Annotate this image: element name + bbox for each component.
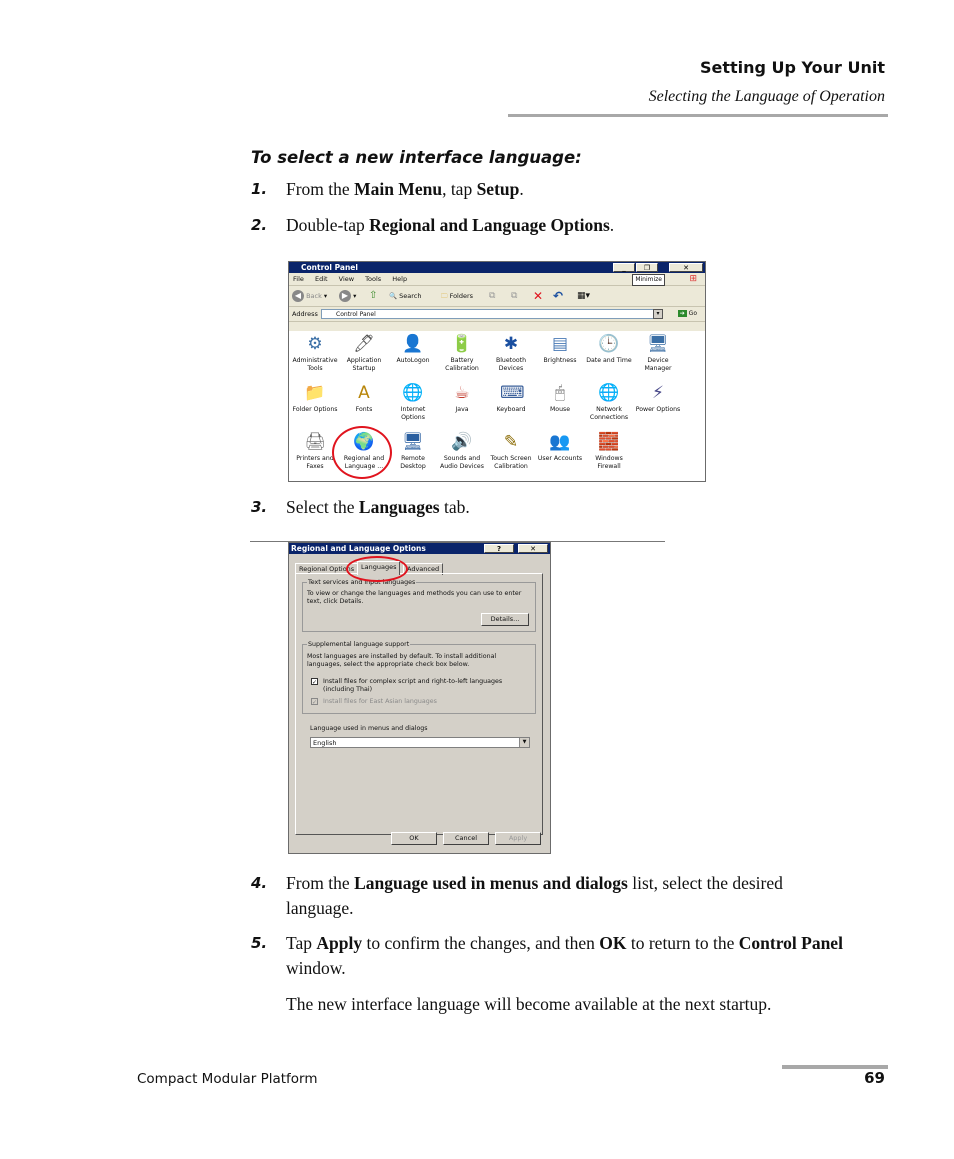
applet-label: Touch Screen Calibration xyxy=(490,455,532,470)
address-bar xyxy=(289,307,705,322)
step-text: From the Main Menu, tap Setup. xyxy=(286,179,524,199)
applet-label: Internet Options xyxy=(400,406,426,421)
menu-bar xyxy=(289,273,705,286)
move-to-icon[interactable]: ⧉ xyxy=(489,291,496,301)
toolbar xyxy=(289,286,705,307)
address-label: Address xyxy=(292,310,318,318)
step-number: 1. xyxy=(251,180,268,198)
languages-panel xyxy=(295,573,543,835)
views-icon[interactable]: ▦▾ xyxy=(577,291,591,301)
applet-label: Administrative Tools xyxy=(292,357,338,372)
running-header-subtitle: Selecting the Language of Operation xyxy=(648,88,885,105)
menu-language-select[interactable] xyxy=(310,737,530,748)
cp-icon-mouse[interactable] xyxy=(536,382,584,414)
applet-label: Fonts xyxy=(355,406,373,413)
supplemental-language-group xyxy=(302,641,536,714)
applet-icon: 👤 xyxy=(402,334,424,354)
applet-icon: 🖨 xyxy=(304,432,326,452)
checkbox-label: Install files for complex script and right-to-left languages (including Thai) xyxy=(323,678,503,693)
applet-icon: 🔊 xyxy=(451,432,473,452)
applet-icon: 📁 xyxy=(304,383,326,403)
highlight-ellipse xyxy=(332,426,392,479)
applet-icon: ⚙ xyxy=(307,334,323,354)
dropdown-arrow-icon[interactable]: ▼ xyxy=(519,738,529,747)
group-description: Most languages are installed by default. To install additional languages, select the appropriate check box below. xyxy=(307,653,497,668)
applet-icon: 🌐 xyxy=(598,383,620,403)
restore-icon[interactable]: ❐ xyxy=(636,263,658,272)
applet-icon: ☕ xyxy=(454,383,470,403)
dialog-titlebar xyxy=(289,543,550,554)
cp-icon-windows-firewall[interactable] xyxy=(585,431,633,471)
menu-view[interactable]: View xyxy=(338,275,355,283)
applet-label: Regional and Language ... xyxy=(343,455,385,470)
applet-icon: 🖊 xyxy=(353,334,375,354)
step-number: 5. xyxy=(251,934,268,952)
cp-icon-autologon[interactable] xyxy=(389,333,437,365)
applet-icon: ⌨ xyxy=(500,383,525,403)
applet-icon: 🧱 xyxy=(598,432,620,452)
applet-label: Folder Options xyxy=(292,406,338,413)
ok-button[interactable]: OK xyxy=(391,832,437,845)
procedure-title: To select a new interface language: xyxy=(251,148,582,167)
applet-label: Sounds and Audio Devices xyxy=(440,455,484,470)
cp-icon-internet-options[interactable] xyxy=(389,382,437,422)
menu-help[interactable]: Help xyxy=(392,275,408,283)
copy-to-icon[interactable]: ⧉ xyxy=(511,291,518,301)
checkbox-label: Install files for East Asian languages xyxy=(323,698,437,705)
footer-product: Compact Modular Platform xyxy=(137,1071,318,1087)
note-text: The new interface language will become available at the next startup. xyxy=(286,994,772,1014)
cp-icon-touch-screen-calibration[interactable] xyxy=(487,431,535,471)
windows-logo-icon: ⊞ xyxy=(689,274,697,284)
menu-file[interactable]: File xyxy=(293,275,304,283)
page-number: 69 xyxy=(864,1069,885,1087)
cp-icon-date-and-time[interactable] xyxy=(585,333,633,365)
applet-icon: 🖱 xyxy=(554,383,566,403)
cp-icon-remote-desktop[interactable] xyxy=(389,431,437,471)
tab-languages[interactable]: Languages xyxy=(357,561,400,575)
applet-icon: 🔋 xyxy=(451,334,473,354)
cp-icon-folder-options[interactable] xyxy=(291,382,339,414)
step-number: 2. xyxy=(251,216,268,234)
cp-icon-sounds-and-audio-devices[interactable] xyxy=(438,431,486,471)
go-button[interactable]: ➔ Go xyxy=(679,310,697,317)
help-icon[interactable]: ? xyxy=(484,544,514,553)
selected-language: English xyxy=(313,739,337,747)
applet-icon: 🌐 xyxy=(402,383,424,403)
text-services-group xyxy=(302,579,536,632)
cp-icon-keyboard[interactable] xyxy=(487,382,535,414)
close-icon[interactable]: ✕ xyxy=(669,263,703,272)
group-description: To view or change the languages and methods you can use to enter text, click Details. xyxy=(307,590,522,605)
dialog-title: Regional and Language Options xyxy=(291,544,426,553)
cp-icon-user-accounts[interactable] xyxy=(536,431,584,463)
go-arrow-icon: ➔ xyxy=(679,310,685,317)
applet-label: Application Startup xyxy=(346,357,382,372)
menu-edit[interactable]: Edit xyxy=(314,275,328,283)
applet-label: Device Manager xyxy=(644,357,672,372)
cancel-button[interactable]: Cancel xyxy=(443,832,489,845)
applet-icon: ▤ xyxy=(551,334,569,354)
applet-label: Network Connections xyxy=(589,406,629,421)
forward-arrow-icon: ▶ xyxy=(339,290,351,302)
cp-icon-administrative-tools[interactable] xyxy=(291,333,339,373)
address-field[interactable]: Control Panel xyxy=(321,309,659,319)
applet-label: Java xyxy=(455,406,469,413)
applet-label: Windows Firewall xyxy=(595,455,623,470)
address-dropdown-icon[interactable]: ▾ xyxy=(653,309,663,319)
apply-button[interactable]: Apply xyxy=(495,832,541,845)
group-legend: Text services and input languages xyxy=(308,579,416,586)
cp-icon-java[interactable] xyxy=(438,382,486,414)
cp-icon-network-connections[interactable] xyxy=(585,382,633,422)
step-text: Tap Apply to confirm the changes, and then OK to return to the Control Panel window. xyxy=(286,933,843,978)
applet-label: Power Options xyxy=(635,406,681,413)
applet-label: AutoLogon xyxy=(396,357,430,364)
minimize-icon[interactable]: _ xyxy=(613,263,635,272)
complex-script-checkbox[interactable]: ✓ xyxy=(312,679,318,686)
applet-label: User Accounts xyxy=(537,455,583,462)
applet-label: Brightness xyxy=(543,357,577,364)
minimize-button[interactable]: Minimize xyxy=(632,274,665,286)
control-panel-title: Control Panel xyxy=(301,263,358,272)
applet-icon: ✱ xyxy=(503,334,519,354)
applet-icon: 🌍 xyxy=(353,432,375,452)
step-text: Select the Languages tab. xyxy=(286,497,470,517)
cp-icon-bluetooth-devices[interactable] xyxy=(487,333,535,373)
step-text: Double-tap Regional and Language Options. xyxy=(286,215,615,235)
forward-button[interactable]: ▶ ▾ xyxy=(339,289,356,303)
step-number: 3. xyxy=(251,498,268,516)
tab-regional-options[interactable]: Regional Options xyxy=(295,563,358,575)
back-arrow-icon: ◀ xyxy=(292,290,304,302)
control-panel-titlebar xyxy=(289,262,705,273)
back-button[interactable]: ◀ Back ▾ xyxy=(292,289,327,303)
cp-icon-application-startup[interactable] xyxy=(340,333,388,373)
group-legend: Supplemental language support xyxy=(308,641,410,648)
applet-icon: 🖥 xyxy=(402,432,424,452)
applet-label: Mouse xyxy=(549,406,571,413)
cp-icon-brightness[interactable] xyxy=(536,333,584,365)
menu-tools[interactable]: Tools xyxy=(365,275,382,283)
applet-icon: ⚡ xyxy=(652,383,664,403)
applet-label: Remote Desktop xyxy=(400,455,426,470)
applet-icon: ✎ xyxy=(503,432,519,452)
applet-icon: 🕒 xyxy=(598,334,620,354)
step-number: 4. xyxy=(251,874,268,892)
tab-advanced[interactable]: Advanced xyxy=(403,563,443,575)
step-text: From the Language used in menus and dialogs list, select the desired language. xyxy=(286,873,783,918)
details-button[interactable]: Details... xyxy=(481,613,529,626)
applet-label: Date and Time xyxy=(586,357,632,364)
applet-icon: A xyxy=(358,383,370,403)
regional-language-dialog xyxy=(288,542,551,854)
close-icon[interactable]: ✕ xyxy=(518,544,548,553)
folder-icon: 🗀 xyxy=(441,292,448,300)
running-header-title: Setting Up Your Unit xyxy=(699,58,885,77)
menu-language-label: Language used in menus and dialogs xyxy=(310,725,428,732)
delete-icon[interactable]: ✕ xyxy=(533,289,544,303)
cp-icon-power-options[interactable] xyxy=(634,382,682,414)
cp-icon-fonts[interactable] xyxy=(340,382,388,414)
up-folder-icon[interactable]: ⇧ xyxy=(369,290,378,301)
search-icon: 🔍 xyxy=(389,292,398,300)
header-rule xyxy=(508,114,888,117)
folders-button[interactable]: 🗀 Folders xyxy=(441,292,474,300)
applet-icon: 🖥 xyxy=(647,334,669,354)
applet-label: Printers and Faxes xyxy=(296,455,334,470)
applet-label: Bluetooth Devices xyxy=(495,357,527,372)
undo-icon[interactable]: ↶ xyxy=(553,289,564,303)
east-asian-checkbox[interactable]: ✓ xyxy=(312,699,318,706)
cp-icon-device-manager[interactable] xyxy=(634,333,682,373)
applet-label: Keyboard xyxy=(496,406,526,413)
applet-label: Battery Calibration xyxy=(445,357,479,372)
search-button[interactable]: 🔍 Search xyxy=(389,292,422,300)
cp-icon-battery-calibration[interactable] xyxy=(438,333,486,373)
applet-icon: 👥 xyxy=(549,432,571,452)
